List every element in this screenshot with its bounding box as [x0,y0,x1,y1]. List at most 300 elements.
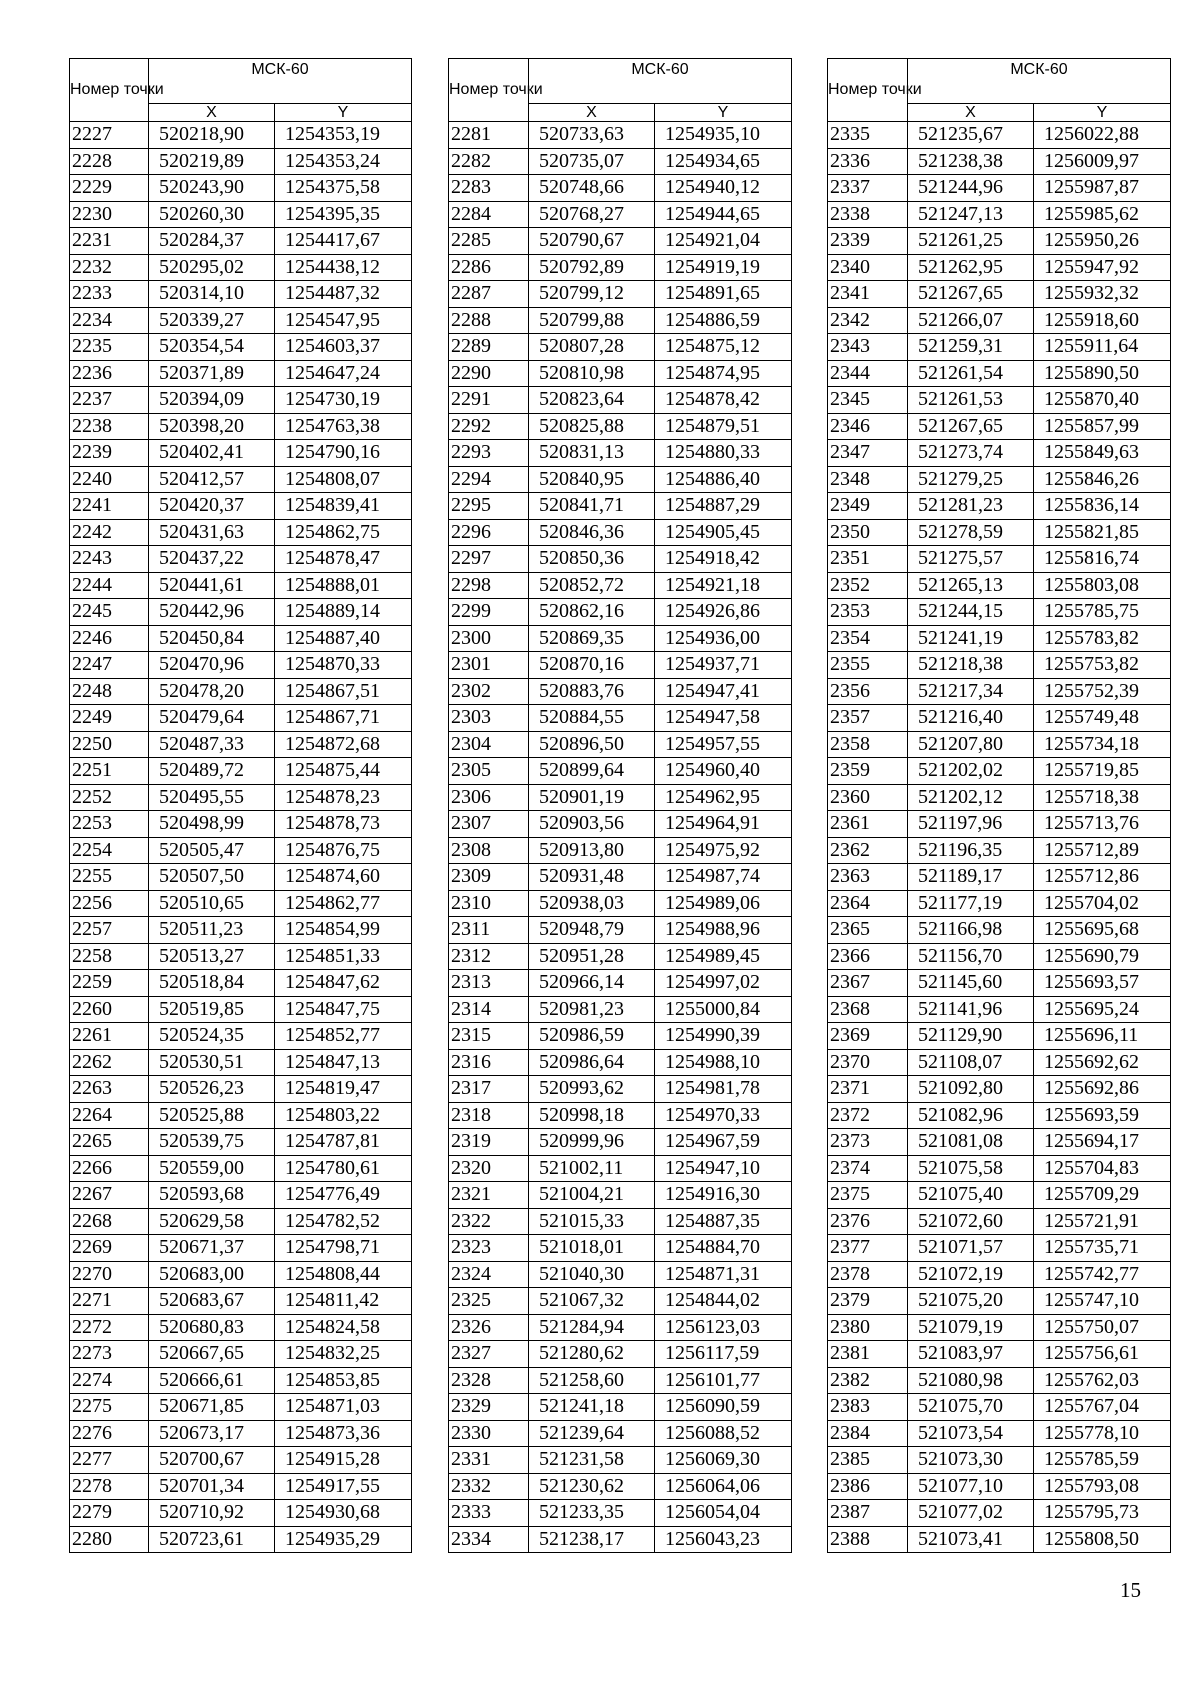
x-coordinate-cell: 520470,96 [149,652,275,679]
point-number-cell: 2336 [828,148,908,175]
x-coordinate-cell: 521081,08 [908,1129,1034,1156]
table-row [70,996,412,1023]
point-number-cell: 2289 [449,334,529,361]
table-row [828,917,1171,944]
table-row [70,652,412,679]
point-number-cell: 2355 [828,652,908,679]
y-coordinate-cell: 1254353,24 [275,148,412,175]
point-number-cell: 2322 [449,1208,529,1235]
y-coordinate-cell: 1254867,71 [275,705,412,732]
x-coordinate-cell: 520218,90 [149,122,275,149]
table-row [449,466,792,493]
y-coordinate-cell: 1254875,44 [275,758,412,785]
table-row [70,784,412,811]
x-coordinate-cell: 520913,80 [529,837,655,864]
y-coordinate-cell: 1254395,35 [275,201,412,228]
coordinate-system-header: МСК-60 [908,59,1171,104]
table-row [449,758,792,785]
y-coordinate-cell: 1254935,29 [275,1526,412,1553]
x-coordinate-cell: 521075,58 [908,1155,1034,1182]
y-coordinate-cell: 1254844,02 [655,1288,792,1315]
point-number-cell: 2325 [449,1288,529,1315]
table-row [828,254,1171,281]
point-number-cell: 2360 [828,784,908,811]
x-coordinate-cell: 520735,07 [529,148,655,175]
x-coordinate-cell: 521067,32 [529,1288,655,1315]
x-coordinate-cell: 520986,59 [529,1023,655,1050]
point-number-cell: 2337 [828,175,908,202]
point-number-cell: 2314 [449,996,529,1023]
x-coordinate-cell: 520790,67 [529,228,655,255]
table-row [828,864,1171,891]
x-coordinate-cell: 520841,71 [529,493,655,520]
x-coordinate-cell: 520768,27 [529,201,655,228]
y-coordinate-cell: 1254808,07 [275,466,412,493]
y-coordinate-cell: 1254417,67 [275,228,412,255]
x-coordinate-cell: 521259,31 [908,334,1034,361]
table-row [828,678,1171,705]
table-row [70,1129,412,1156]
y-coordinate-cell: 1254867,51 [275,678,412,705]
x-coordinate-cell: 521072,19 [908,1261,1034,1288]
table-row [449,705,792,732]
x-header: X [149,104,275,122]
table-row [70,1182,412,1209]
point-number-cell: 2352 [828,572,908,599]
y-coordinate-cell: 1254730,19 [275,387,412,414]
table-row [828,334,1171,361]
x-coordinate-cell: 520966,14 [529,970,655,997]
x-coordinate-cell: 520510,65 [149,890,275,917]
table-row [70,334,412,361]
table-row [828,122,1171,149]
y-coordinate-cell: 1255950,26 [1034,228,1171,255]
y-coordinate-cell: 1255704,83 [1034,1155,1171,1182]
x-coordinate-cell: 521156,70 [908,943,1034,970]
x-coordinate-cell: 520530,51 [149,1049,275,1076]
table-row [828,705,1171,732]
x-coordinate-cell: 520559,00 [149,1155,275,1182]
point-number-cell: 2341 [828,281,908,308]
coordinate-system-header: МСК-60 [149,59,412,104]
point-number-cell: 2320 [449,1155,529,1182]
table-row [828,1182,1171,1209]
y-coordinate-cell: 1255735,71 [1034,1235,1171,1262]
x-coordinate-cell: 521273,74 [908,440,1034,467]
point-number-cell: 2335 [828,122,908,149]
point-number-cell: 2349 [828,493,908,520]
x-coordinate-cell: 520931,48 [529,864,655,891]
y-coordinate-cell: 1254934,65 [655,148,792,175]
x-coordinate-cell: 520850,36 [529,546,655,573]
table-row [70,678,412,705]
table-row [70,1023,412,1050]
table-row [70,201,412,228]
x-coordinate-cell: 520680,83 [149,1314,275,1341]
point-number-cell: 2316 [449,1049,529,1076]
point-number-cell: 2272 [70,1314,149,1341]
x-coordinate-cell: 521075,20 [908,1288,1034,1315]
x-coordinate-cell: 520525,88 [149,1102,275,1129]
table-row [70,1155,412,1182]
point-number-cell: 2375 [828,1182,908,1209]
point-number-cell: 2307 [449,811,529,838]
table-row [70,1473,412,1500]
x-coordinate-cell: 521072,60 [908,1208,1034,1235]
y-coordinate-cell: 1255747,10 [1034,1288,1171,1315]
table-row [828,1288,1171,1315]
point-number-cell: 2315 [449,1023,529,1050]
x-coordinate-cell: 520700,67 [149,1447,275,1474]
x-coordinate-cell: 520431,63 [149,519,275,546]
y-coordinate-cell: 1256123,03 [655,1314,792,1341]
x-coordinate-cell: 520495,55 [149,784,275,811]
table-row [449,254,792,281]
x-coordinate-cell: 520513,27 [149,943,275,970]
x-coordinate-cell: 521202,02 [908,758,1034,785]
point-number-cell: 2303 [449,705,529,732]
point-number-cell: 2246 [70,625,149,652]
point-number-cell: 2369 [828,1023,908,1050]
coordinates-table-right [827,58,1171,1553]
x-coordinate-cell: 520666,61 [149,1367,275,1394]
y-coordinate-cell: 1255783,82 [1034,625,1171,652]
y-coordinate-cell: 1254870,33 [275,652,412,679]
y-coordinate-cell: 1256064,06 [655,1473,792,1500]
x-coordinate-cell: 520398,20 [149,413,275,440]
y-coordinate-cell: 1254915,28 [275,1447,412,1474]
y-coordinate-cell: 1255808,50 [1034,1526,1171,1553]
x-coordinate-cell: 520437,22 [149,546,275,573]
table-row [449,811,792,838]
point-number-cell: 2388 [828,1526,908,1553]
y-coordinate-cell: 1254824,58 [275,1314,412,1341]
x-coordinate-cell: 520870,16 [529,652,655,679]
point-number-cell: 2252 [70,784,149,811]
y-coordinate-cell: 1254919,19 [655,254,792,281]
point-number-cell: 2339 [828,228,908,255]
point-number-cell: 2259 [70,970,149,997]
y-coordinate-cell: 1254847,13 [275,1049,412,1076]
table-row [449,122,792,149]
x-coordinate-cell: 521266,07 [908,307,1034,334]
table-row [828,201,1171,228]
table-row [70,387,412,414]
y-coordinate-cell: 1256090,59 [655,1394,792,1421]
table-row [70,1261,412,1288]
table-row [449,1182,792,1209]
table-row [828,811,1171,838]
table-row [828,307,1171,334]
point-number-cell: 2350 [828,519,908,546]
x-coordinate-cell: 520394,09 [149,387,275,414]
x-coordinate-cell: 520986,64 [529,1049,655,1076]
x-coordinate-cell: 520852,72 [529,572,655,599]
point-number-cell: 2370 [828,1049,908,1076]
x-coordinate-cell: 521238,17 [529,1526,655,1553]
table-row [449,387,792,414]
y-coordinate-cell: 1254854,99 [275,917,412,944]
table-row [449,1447,792,1474]
y-coordinate-cell: 1254852,77 [275,1023,412,1050]
table-row [70,122,412,149]
point-number-cell: 2318 [449,1102,529,1129]
point-number-cell: 2310 [449,890,529,917]
point-number-cell: 2304 [449,731,529,758]
x-coordinate-cell: 520450,84 [149,625,275,652]
point-number-cell: 2382 [828,1367,908,1394]
point-number-cell: 2385 [828,1447,908,1474]
point-number-cell: 2317 [449,1076,529,1103]
y-coordinate-cell: 1254988,96 [655,917,792,944]
x-coordinate-cell: 521040,30 [529,1261,655,1288]
point-number-cell: 2286 [449,254,529,281]
point-number-cell: 2386 [828,1473,908,1500]
point-number-cell: 2313 [449,970,529,997]
y-coordinate-cell: 1255721,91 [1034,1208,1171,1235]
point-number-cell: 2253 [70,811,149,838]
table-row [449,1049,792,1076]
point-number-cell: 2376 [828,1208,908,1235]
x-coordinate-cell: 520524,35 [149,1023,275,1050]
x-coordinate-cell: 520507,50 [149,864,275,891]
x-coordinate-cell: 521092,80 [908,1076,1034,1103]
y-coordinate-cell: 1254937,71 [655,652,792,679]
table-row [449,1208,792,1235]
table-row [70,625,412,652]
table-row [70,546,412,573]
x-coordinate-cell: 521108,07 [908,1049,1034,1076]
table-row [70,307,412,334]
point-number-cell: 2282 [449,148,529,175]
x-coordinate-cell: 520511,23 [149,917,275,944]
x-coordinate-cell: 521275,57 [908,546,1034,573]
x-coordinate-cell: 520295,02 [149,254,275,281]
y-coordinate-cell: 1254888,01 [275,572,412,599]
point-number-cell: 2308 [449,837,529,864]
table-row [449,652,792,679]
table-row [70,1208,412,1235]
x-coordinate-cell: 521267,65 [908,281,1034,308]
y-coordinate-cell: 1255734,18 [1034,731,1171,758]
point-number-cell: 2291 [449,387,529,414]
table-row [70,970,412,997]
point-number-cell: 2354 [828,625,908,652]
table-row [449,1288,792,1315]
y-coordinate-cell: 1254981,78 [655,1076,792,1103]
x-coordinate-cell: 520371,89 [149,360,275,387]
y-coordinate-cell: 1255785,59 [1034,1447,1171,1474]
y-coordinate-cell: 1254808,44 [275,1261,412,1288]
point-number-cell: 2366 [828,943,908,970]
y-coordinate-cell: 1254957,55 [655,731,792,758]
table-row [449,1341,792,1368]
y-coordinate-cell: 1255750,07 [1034,1314,1171,1341]
point-number-cell: 2229 [70,175,149,202]
point-number-cell: 2242 [70,519,149,546]
table-row [828,1049,1171,1076]
x-coordinate-cell: 521077,10 [908,1473,1034,1500]
point-number-cell: 2244 [70,572,149,599]
y-coordinate-cell: 1254603,37 [275,334,412,361]
point-number-cell: 2356 [828,678,908,705]
y-coordinate-cell: 1255692,86 [1034,1076,1171,1103]
x-coordinate-cell: 521075,70 [908,1394,1034,1421]
x-coordinate-cell: 520671,37 [149,1235,275,1262]
table-row [828,784,1171,811]
table-row [70,519,412,546]
y-coordinate-cell: 1255704,02 [1034,890,1171,917]
x-coordinate-cell: 520951,28 [529,943,655,970]
table-row [449,625,792,652]
y-coordinate-cell: 1254819,47 [275,1076,412,1103]
y-coordinate-cell: 1254874,95 [655,360,792,387]
point-number-cell: 2250 [70,731,149,758]
table-row [70,254,412,281]
point-number-cell: 2348 [828,466,908,493]
point-number-cell: 2332 [449,1473,529,1500]
x-coordinate-cell: 520884,55 [529,705,655,732]
point-number-cell: 2279 [70,1500,149,1527]
y-coordinate-cell: 1254921,18 [655,572,792,599]
y-coordinate-cell: 1254887,35 [655,1208,792,1235]
x-coordinate-cell: 521177,19 [908,890,1034,917]
y-coordinate-cell: 1255803,08 [1034,572,1171,599]
x-coordinate-cell: 521217,34 [908,678,1034,705]
point-number-cell: 2384 [828,1420,908,1447]
point-number-cell: 2234 [70,307,149,334]
y-coordinate-cell: 1256088,52 [655,1420,792,1447]
point-number-cell: 2235 [70,334,149,361]
y-coordinate-cell: 1254916,30 [655,1182,792,1209]
table-row [449,731,792,758]
x-coordinate-cell: 521244,15 [908,599,1034,626]
table-row [70,413,412,440]
table-row [828,652,1171,679]
x-coordinate-cell: 521077,02 [908,1500,1034,1527]
table-row [828,1102,1171,1129]
y-coordinate-cell: 1254832,25 [275,1341,412,1368]
point-number-cell: 2241 [70,493,149,520]
table-row [828,1447,1171,1474]
table-row [828,1367,1171,1394]
table-row [828,175,1171,202]
point-number-cell: 2264 [70,1102,149,1129]
table-row [449,519,792,546]
point-number-cell: 2343 [828,334,908,361]
point-number-cell: 2380 [828,1314,908,1341]
table-row [449,413,792,440]
x-coordinate-cell: 521262,95 [908,254,1034,281]
y-coordinate-cell: 1254887,29 [655,493,792,520]
y-coordinate-cell: 1254851,33 [275,943,412,970]
table-row [70,360,412,387]
x-coordinate-cell: 520339,27 [149,307,275,334]
point-number-cell: 2240 [70,466,149,493]
y-coordinate-cell: 1254940,12 [655,175,792,202]
y-coordinate-cell: 1254917,55 [275,1473,412,1500]
table-row [828,1473,1171,1500]
y-coordinate-cell: 1255692,62 [1034,1049,1171,1076]
x-coordinate-cell: 521079,19 [908,1314,1034,1341]
point-number-cell: 2276 [70,1420,149,1447]
y-coordinate-cell: 1255762,03 [1034,1367,1171,1394]
x-coordinate-cell: 521073,41 [908,1526,1034,1553]
y-coordinate-cell: 1254647,24 [275,360,412,387]
point-number-cell: 2365 [828,917,908,944]
table-row [828,1208,1171,1235]
point-number-cell: 2312 [449,943,529,970]
y-coordinate-cell: 1255947,92 [1034,254,1171,281]
x-coordinate-cell: 521235,67 [908,122,1034,149]
x-header: X [529,104,655,122]
x-coordinate-cell: 521247,13 [908,201,1034,228]
table-row [70,1288,412,1315]
y-coordinate-cell: 1254889,14 [275,599,412,626]
y-coordinate-cell: 1254853,85 [275,1367,412,1394]
y-coordinate-cell: 1254862,75 [275,519,412,546]
table-row [449,1394,792,1421]
x-coordinate-cell: 521004,21 [529,1182,655,1209]
table-row [828,546,1171,573]
x-coordinate-cell: 520903,56 [529,811,655,838]
x-coordinate-cell: 521279,25 [908,466,1034,493]
table-row [828,625,1171,652]
point-number-cell: 2373 [828,1129,908,1156]
y-coordinate-cell: 1256043,23 [655,1526,792,1553]
point-number-cell: 2290 [449,360,529,387]
x-coordinate-cell: 520673,17 [149,1420,275,1447]
y-coordinate-cell: 1254935,10 [655,122,792,149]
point-number-cell: 2255 [70,864,149,891]
y-coordinate-cell: 1254876,75 [275,837,412,864]
point-number-cell: 2280 [70,1526,149,1553]
table-row [70,705,412,732]
y-coordinate-cell: 1255749,48 [1034,705,1171,732]
y-coordinate-cell: 1255713,76 [1034,811,1171,838]
point-number-cell: 2311 [449,917,529,944]
y-coordinate-cell: 1255821,85 [1034,519,1171,546]
x-coordinate-cell: 521002,11 [529,1155,655,1182]
y-coordinate-cell: 1254926,86 [655,599,792,626]
y-coordinate-cell: 1254862,77 [275,890,412,917]
y-coordinate-cell: 1254987,74 [655,864,792,891]
x-coordinate-cell: 521230,62 [529,1473,655,1500]
x-coordinate-cell: 521216,40 [908,705,1034,732]
y-coordinate-cell: 1254871,03 [275,1394,412,1421]
table-row [828,1420,1171,1447]
point-number-cell: 2329 [449,1394,529,1421]
table-row [449,1420,792,1447]
point-number-cell: 2277 [70,1447,149,1474]
coordinates-table-middle [448,58,792,1553]
point-number-cell: 2263 [70,1076,149,1103]
x-coordinate-cell: 520723,61 [149,1526,275,1553]
y-coordinate-cell: 1255756,61 [1034,1341,1171,1368]
y-coordinate-cell: 1255696,11 [1034,1023,1171,1050]
point-number-cell: 2331 [449,1447,529,1474]
x-coordinate-cell: 521082,96 [908,1102,1034,1129]
point-number-cell: 2368 [828,996,908,1023]
table-row [828,599,1171,626]
point-number-cell: 2338 [828,201,908,228]
table-row [70,1526,412,1553]
y-coordinate-cell: 1255918,60 [1034,307,1171,334]
x-coordinate-cell: 520823,64 [529,387,655,414]
table-row [449,996,792,1023]
x-coordinate-cell: 521281,23 [908,493,1034,520]
point-number-header: Номер точки [449,59,529,122]
